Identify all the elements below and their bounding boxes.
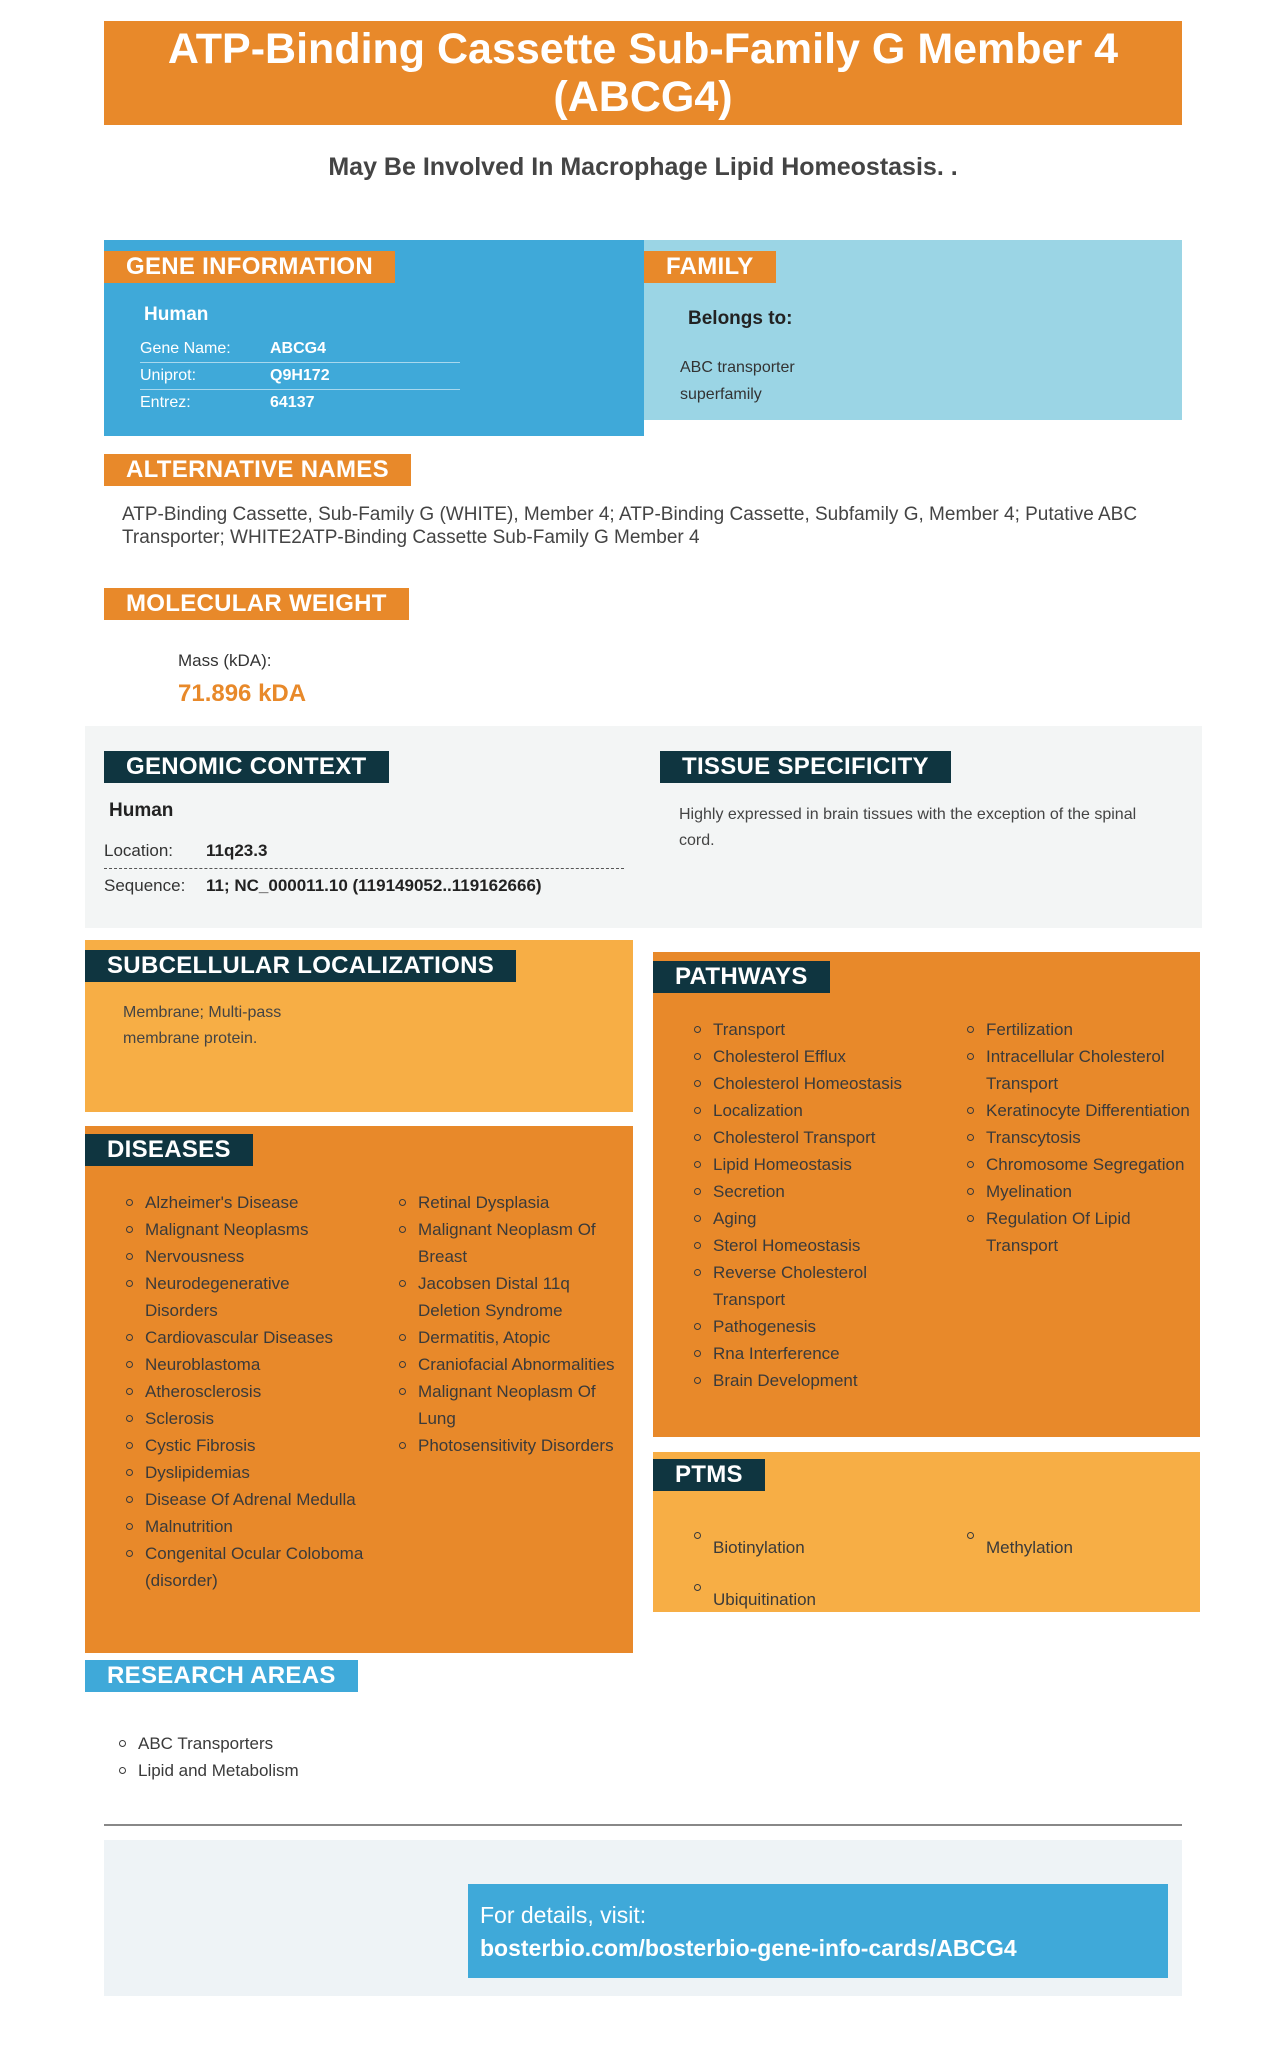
research-area-item: ABC Transporters	[118, 1730, 518, 1757]
page-subtitle: May Be Involved In Macrophage Lipid Homeostasis. .	[328, 153, 958, 181]
pathway-item: Brain Development	[693, 1367, 933, 1394]
research-areas-heading: RESEARCH AREAS	[85, 1660, 358, 1692]
uniprot-label: Uniprot:	[140, 367, 197, 384]
family-text: ABC transporter superfamily	[680, 359, 795, 403]
entrez-value: 64137	[270, 394, 315, 411]
pathway-item: Lipid Homeostasis	[693, 1151, 933, 1178]
diseases-heading: DISEASES	[85, 1134, 253, 1166]
disease-item: Alzheimer's Disease	[125, 1189, 365, 1216]
entrez-row	[140, 390, 460, 417]
molecular-weight-heading: MOLECULAR WEIGHT	[104, 588, 409, 620]
disease-item: Retinal Dysplasia	[398, 1189, 623, 1216]
pathway-item: Transcytosis	[966, 1124, 1191, 1151]
disease-item: Photosensitivity Disorders	[398, 1432, 623, 1459]
sequence-label: Sequence:	[104, 876, 186, 895]
location-label: Location:	[104, 841, 173, 860]
subcellular-localizations-heading: SUBCELLULAR LOCALIZATIONS	[85, 950, 516, 982]
diseases-panel	[85, 1126, 633, 1653]
genomic-context-heading: GENOMIC CONTEXT	[104, 751, 389, 783]
disease-item: Malnutrition	[125, 1513, 365, 1540]
pathway-item: Fertilization	[966, 1016, 1191, 1043]
location-value: 11q23.3	[206, 841, 268, 860]
disease-item: Malignant Neoplasm Of Lung	[398, 1378, 623, 1432]
gene-species: Human	[144, 304, 209, 325]
alternative-names-heading: ALTERNATIVE NAMES	[104, 454, 411, 486]
ptms-list-col1	[693, 1522, 933, 1626]
gene-name-value: ABCG4	[270, 340, 327, 357]
entrez-label: Entrez:	[140, 394, 191, 411]
ptm-item: Methylation	[966, 1522, 1191, 1574]
details-label: For details, visit:	[480, 1902, 647, 1928]
pathways-list-col1	[693, 1016, 933, 1394]
pathway-item: Cholesterol Homeostasis	[693, 1070, 933, 1097]
disease-item: Sclerosis	[125, 1405, 365, 1432]
disease-item: Cardiovascular Diseases	[125, 1324, 365, 1351]
pathway-item: Chromosome Segregation	[966, 1151, 1191, 1178]
research-area-item: Lipid and Metabolism	[118, 1757, 518, 1784]
details-url-link[interactable]: bosterbio.com/bosterbio-gene-info-cards/ABCG4	[480, 1935, 1017, 1961]
alternative-names-text: ATP-Binding Cassette, Sub-Family G (WHITE), Member 4; ATP-Binding Cassette, Subfamily G, Member 4; Putative ABC Transporter; WHITE2ATP-Binding Cassette Sub-Family G Member 4	[122, 504, 1138, 548]
diseases-list-col2	[398, 1189, 623, 1459]
genomic-species: Human	[109, 800, 174, 821]
disease-item: Craniofacial Abnormalities	[398, 1351, 623, 1378]
tissue-specificity-text: Highly expressed in brain tissues with the exception of the spinal cord.	[679, 806, 1137, 849]
research-areas-list	[118, 1730, 518, 1784]
uniprot-row	[140, 363, 460, 390]
tissue-specificity-heading: TISSUE SPECIFICITY	[660, 751, 951, 783]
pathways-list-col2	[966, 1016, 1191, 1259]
disease-item: Dermatitis, Atopic	[398, 1324, 623, 1351]
pathway-item: Regulation Of Lipid Transport	[966, 1205, 1191, 1259]
pathways-heading: PATHWAYS	[653, 961, 830, 993]
ptm-item: Biotinylation	[693, 1522, 933, 1574]
pathway-item: Reverse Cholesterol Transport	[693, 1259, 933, 1313]
page-title: ATP-Binding Cassette Sub-Family G Member 4 (ABCG4)	[104, 21, 1182, 125]
location-row	[104, 841, 624, 869]
family-belongs-label: Belongs to:	[688, 308, 793, 329]
uniprot-value: Q9H172	[270, 367, 330, 384]
pathway-item: Secretion	[693, 1178, 933, 1205]
disease-item: Congenital Ocular Coloboma (disorder)	[125, 1540, 365, 1594]
gene-name-row	[140, 336, 460, 363]
pathway-item: Intracellular Cholesterol Transport	[966, 1043, 1191, 1097]
pathway-item: Rna Interference	[693, 1340, 933, 1367]
pathway-item: Cholesterol Transport	[693, 1124, 933, 1151]
sequence-value: 11; NC_000011.10 (119149052..119162666)	[206, 876, 542, 895]
disease-item: Nervousness	[125, 1243, 365, 1270]
pathway-item: Cholesterol Efflux	[693, 1043, 933, 1070]
disease-item: Atherosclerosis	[125, 1378, 365, 1405]
pathway-item: Sterol Homeostasis	[693, 1232, 933, 1259]
pathway-item: Myelination	[966, 1178, 1191, 1205]
pathway-item: Localization	[693, 1097, 933, 1124]
gene-information-heading: GENE INFORMATION	[104, 251, 395, 283]
disease-item: Neurodegenerative Disorders	[125, 1270, 365, 1324]
disease-item: Cystic Fibrosis	[125, 1432, 365, 1459]
pathway-item: Transport	[693, 1016, 933, 1043]
disease-item: Dyslipidemias	[125, 1459, 365, 1486]
disease-item: Neuroblastoma	[125, 1351, 365, 1378]
diseases-list-col1	[125, 1189, 365, 1594]
ptm-item: Ubiquitination	[693, 1574, 933, 1626]
gene-name-label: Gene Name:	[140, 340, 231, 357]
details-link-box[interactable]	[468, 1884, 1168, 1978]
subcellular-text: Membrane; Multi-pass membrane protein.	[123, 1004, 282, 1047]
footer-divider	[104, 1824, 1182, 1826]
pathway-item: Aging	[693, 1205, 933, 1232]
disease-item: Jacobsen Distal 11q Deletion Syndrome	[398, 1270, 623, 1324]
mass-label: Mass (kDA):	[178, 651, 272, 670]
pathway-item: Pathogenesis	[693, 1313, 933, 1340]
family-heading: FAMILY	[644, 251, 776, 283]
disease-item: Disease Of Adrenal Medulla	[125, 1486, 365, 1513]
mass-value: 71.896 kDA	[178, 680, 307, 707]
ptms-list-col2	[966, 1522, 1191, 1574]
disease-item: Malignant Neoplasms	[125, 1216, 365, 1243]
pathway-item: Keratinocyte Differentiation	[966, 1097, 1191, 1124]
pathways-panel	[653, 952, 1200, 1437]
ptms-heading: PTMS	[653, 1459, 765, 1491]
disease-item: Malignant Neoplasm Of Breast	[398, 1216, 623, 1270]
